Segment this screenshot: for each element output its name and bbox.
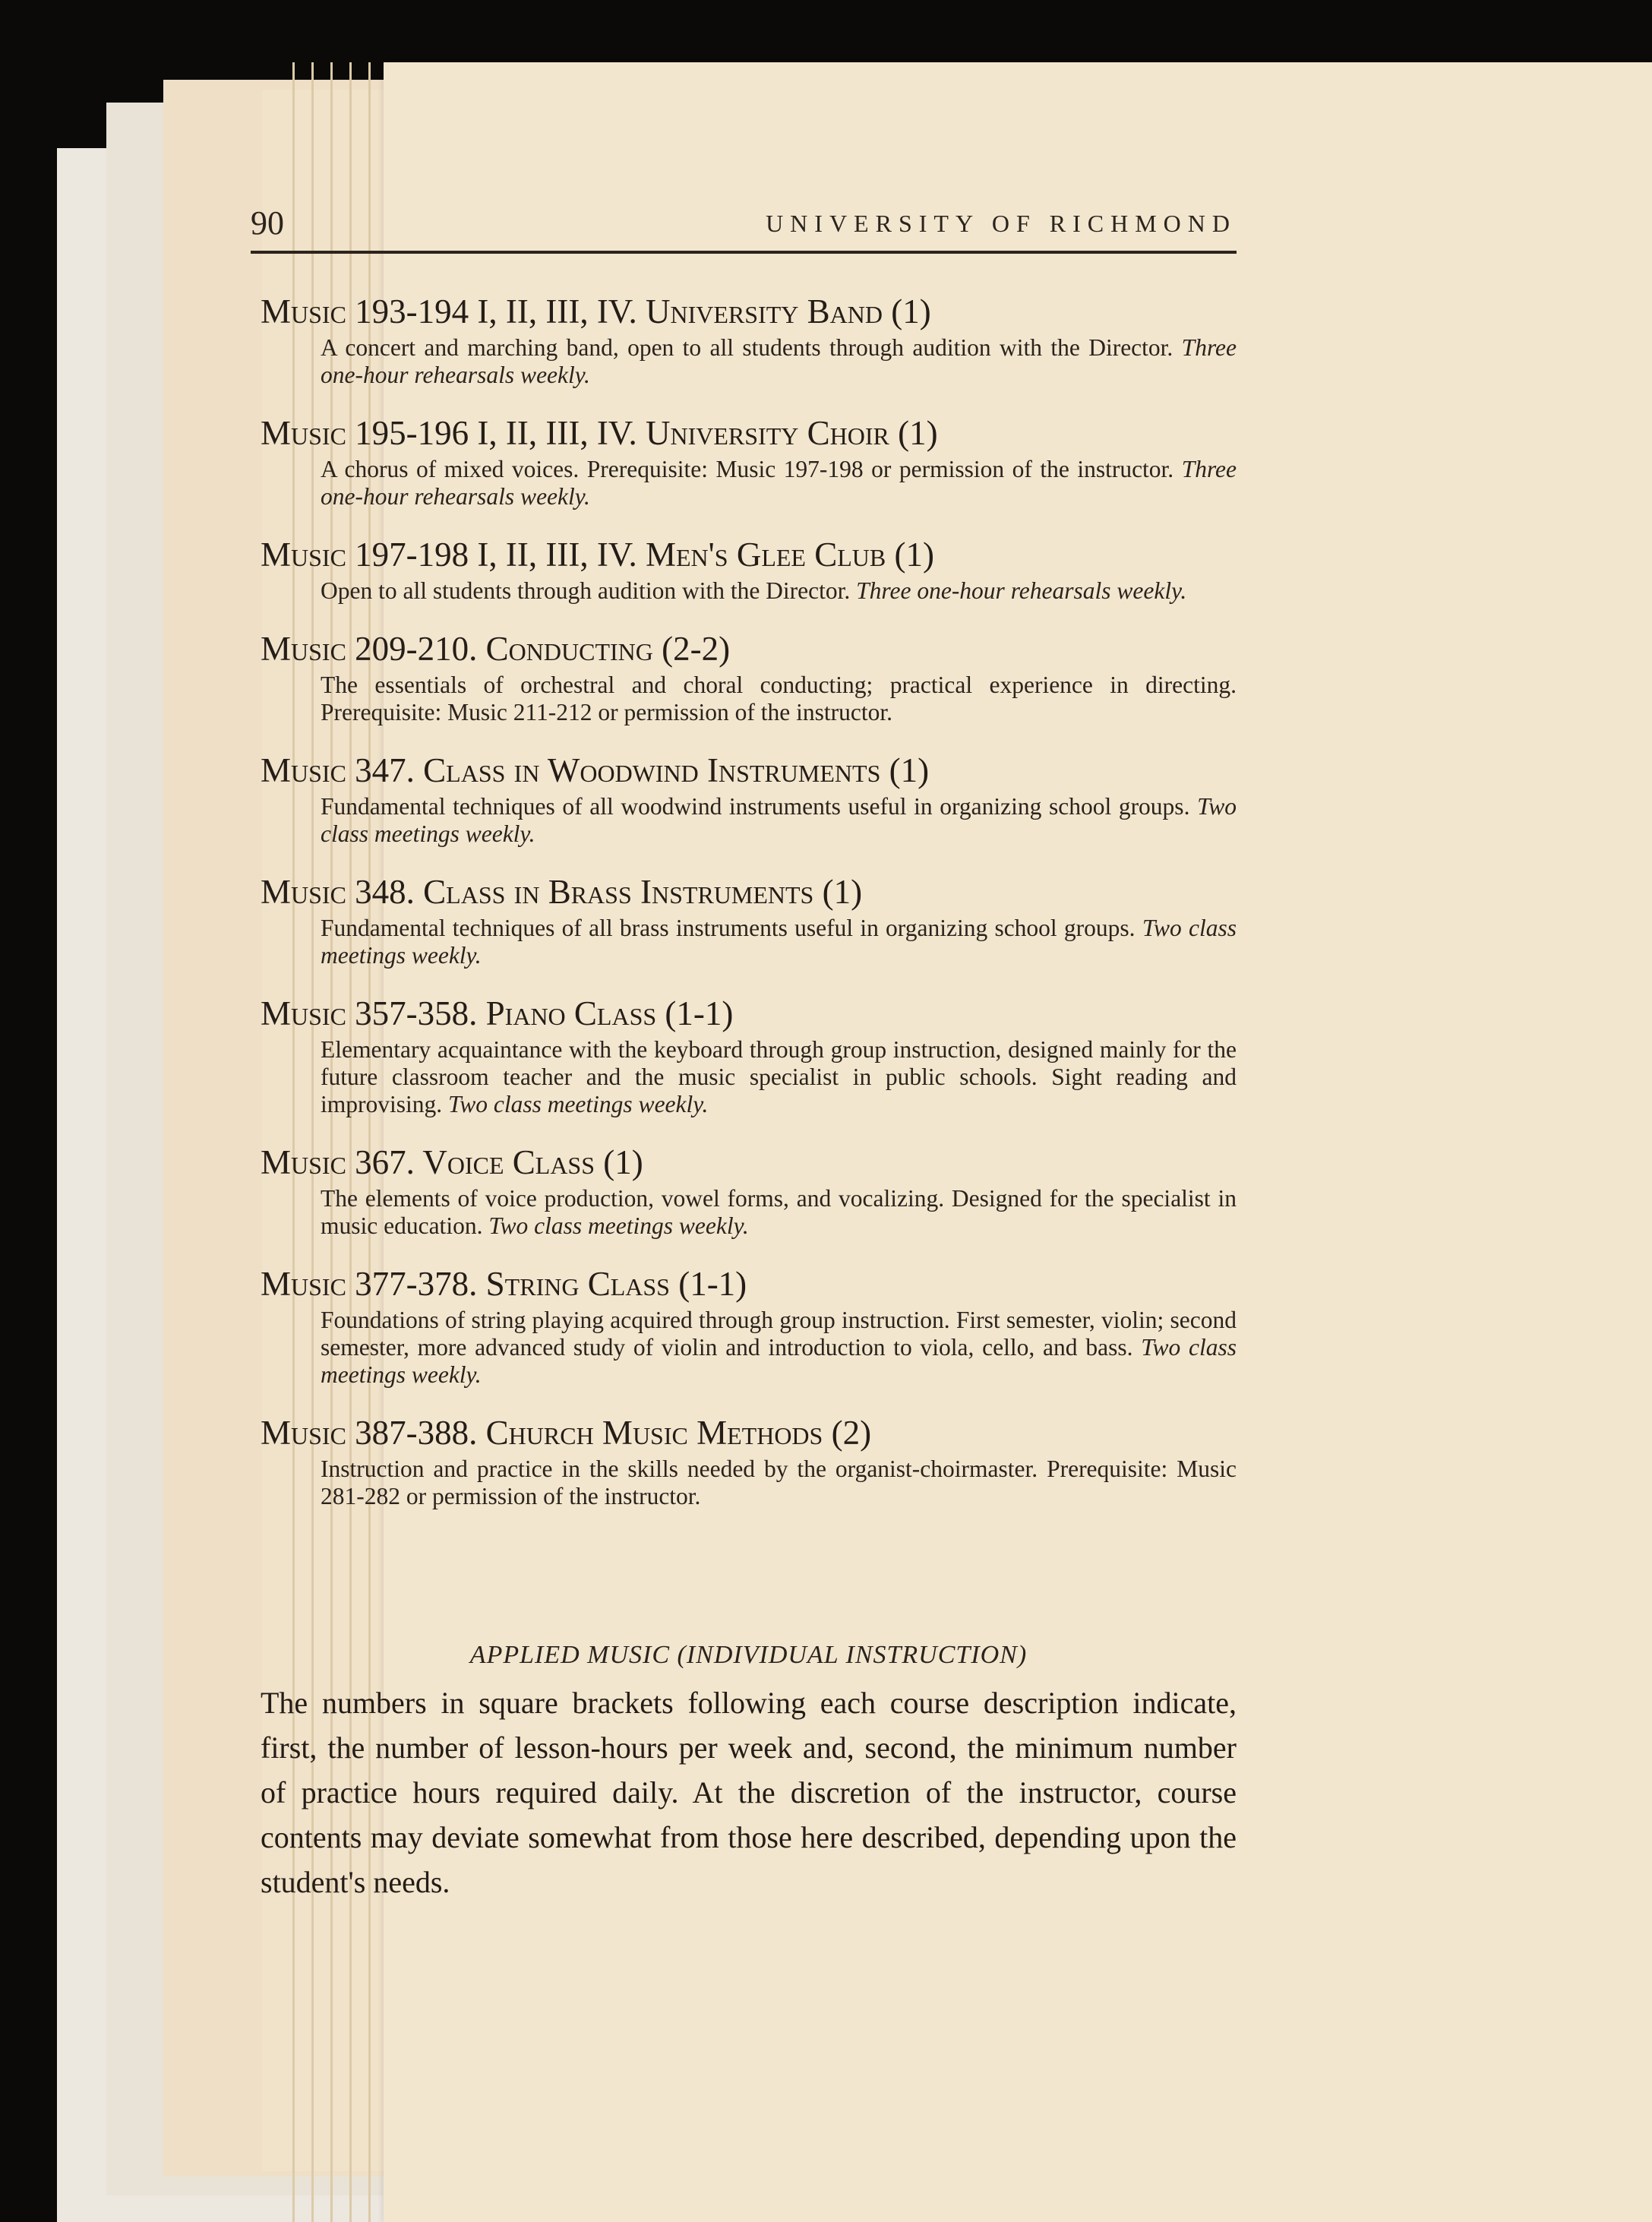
- course-description: A chorus of mixed voices. Prerequisite: Music 197-198 or permission of the instructor. Three one-hour rehearsals weekly.: [321, 456, 1237, 510]
- course-description: Fundamental techniques of all woodwind instruments useful in organizing school groups. Two class meetings weekly.: [321, 793, 1237, 847]
- course-note: Two class meetings weekly.: [321, 915, 1237, 969]
- applied-music-heading: APPLIED MUSIC (INDIVIDUAL INSTRUCTION): [469, 1641, 1028, 1669]
- course-note: Three one-hour rehearsals weekly.: [856, 577, 1187, 604]
- course-description: Fundamental techniques of all brass instruments useful in organizing school groups. Two class meetings weekly.: [321, 915, 1237, 969]
- course-heading: Music 193-194 I, II, III, IV. University Band (1): [261, 292, 931, 330]
- course-heading: Music 195-196 I, II, III, IV. University Choir (1): [261, 414, 938, 452]
- course-note: Three one-hour rehearsals weekly.: [321, 456, 1237, 510]
- course-entry: [261, 869, 1237, 969]
- course-entry: [261, 410, 1237, 510]
- course-note: Two class meetings weekly.: [488, 1212, 749, 1239]
- course-entry: [261, 991, 1237, 1118]
- applied-music-paragraph: The numbers in square brackets following each course description indicate, first, the number of lesson-hours per week and, second, the minimum number of practice hours required daily. At the discretion of the instructor, course contents may deviate somewhat from those here described, depending upon the student's needs.: [261, 1686, 1237, 1899]
- page-number: 90: [251, 204, 284, 242]
- course-description: The essentials of orchestral and choral conducting; practical experience in directing. Prerequisite: Music 211-212 or permission of the instructor.: [321, 672, 1237, 725]
- course-note: Three one-hour rehearsals weekly.: [321, 334, 1237, 388]
- course-heading: Music 367. Voice Class (1): [261, 1143, 643, 1181]
- course-note: Two class meetings weekly.: [321, 793, 1237, 847]
- course-heading: Music 387-388. Church Music Methods (2): [261, 1414, 872, 1452]
- course-note: Two class meetings weekly.: [321, 1334, 1237, 1388]
- course-heading: Music 197-198 I, II, III, IV. Men's Glee Club (1): [261, 536, 934, 574]
- course-description: Instruction and practice in the skills needed by the organist-choirmaster. Prerequisite: Music 281-282 or permission of the instructor.: [321, 1456, 1237, 1509]
- course-entry: [261, 748, 1237, 848]
- course-heading: Music 357-358. Piano Class (1-1): [261, 994, 734, 1032]
- course-description: Foundations of string playing acquired through group instruction. First semester, violin; second semester, more advanced study of violin and introduction to viola, cello, and bass. Two class meetings weekly.: [321, 1307, 1237, 1388]
- course-list: [261, 289, 1237, 1510]
- course-entry: [261, 532, 1237, 605]
- course-entry: [261, 1261, 1237, 1389]
- course-description: The elements of voice production, vowel forms, and vocalizing. Designed for the specialist in music education. Two class meetings weekly.: [321, 1185, 1237, 1239]
- course-entry: [261, 626, 1237, 726]
- course-description: A concert and marching band, open to all students through audition with the Director. Three one-hour rehearsals weekly.: [321, 334, 1237, 388]
- course-description: Elementary acquaintance with the keyboard through group instruction, designed mainly for the future classroom teacher and the music specialist in public schools. Sight reading and improvising. Two class meetings weekly.: [321, 1036, 1237, 1117]
- course-entry: [261, 1410, 1237, 1510]
- course-heading: Music 347. Class in Woodwind Instruments (1): [261, 751, 930, 789]
- course-entry: [261, 289, 1237, 389]
- course-heading: Music 348. Class in Brass Instruments (1): [261, 873, 863, 911]
- running-head: [251, 204, 1237, 254]
- running-title: UNIVERSITY OF RICHMOND: [766, 210, 1237, 237]
- course-heading: Music 209-210. Conducting (2-2): [261, 630, 731, 668]
- course-entry: [261, 1139, 1237, 1240]
- course-note: Two class meetings weekly.: [448, 1091, 709, 1117]
- course-heading: Music 377-378. String Class (1-1): [261, 1265, 747, 1303]
- course-description: Open to all students through audition with the Director. Three one-hour rehearsals weekly.: [321, 577, 1187, 604]
